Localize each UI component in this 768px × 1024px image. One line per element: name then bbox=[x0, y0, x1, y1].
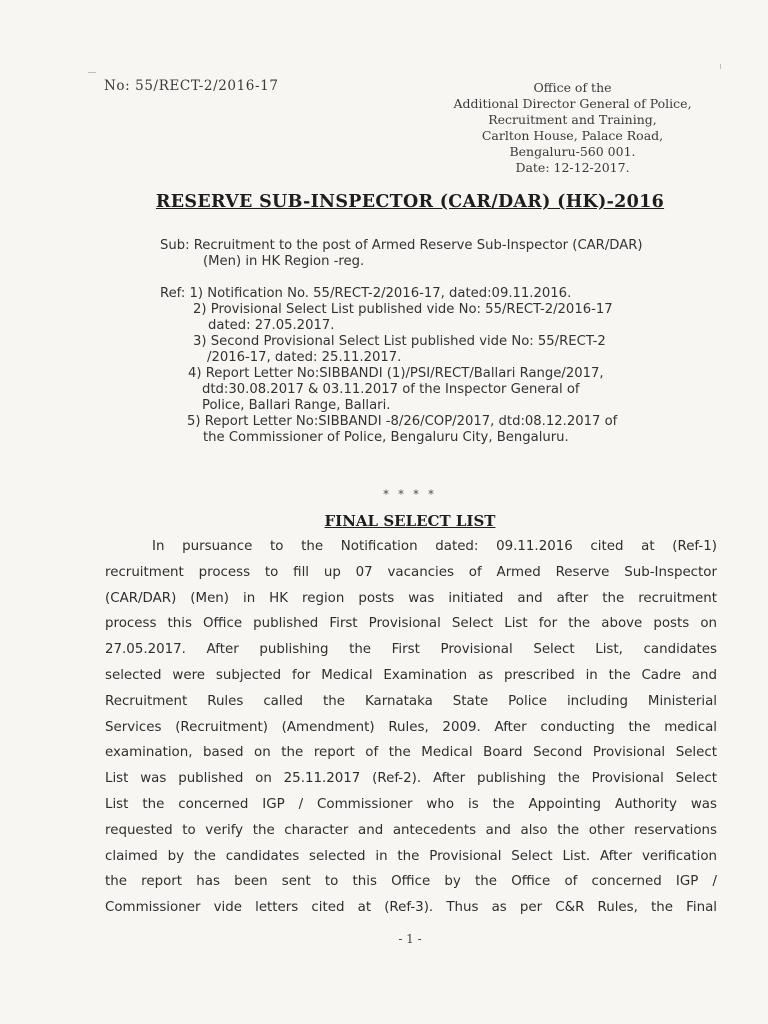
references bbox=[160, 286, 730, 446]
body-line: In pursuance to the Notification dated: 09.11.2016 cited at (Ref-1) bbox=[152, 539, 717, 554]
office-address bbox=[440, 80, 705, 176]
reference-item-cont: Police, Ballari Range, Ballari. bbox=[202, 398, 391, 413]
body-line: Services (Recruitment) (Amendment) Rules, 2009. After conducting the medical bbox=[105, 719, 717, 735]
section-separator: * * * * bbox=[383, 488, 437, 501]
scan-mark bbox=[720, 64, 721, 69]
body-line: process this Office published First Provisional Select List for the above posts on bbox=[105, 616, 717, 632]
office-line: Bengaluru-560 001. bbox=[509, 144, 636, 159]
office-line: Additional Director General of Police, bbox=[453, 96, 692, 111]
reference-item: 2) Provisional Select List published vide No: 55/RECT-2/2016-17 bbox=[193, 302, 613, 317]
body-line: claimed by the candidates selected in the Provisional Select List. After verification bbox=[105, 848, 717, 864]
body-line: the report has been sent to this Office by the Office of concerned IGP / bbox=[105, 874, 717, 890]
subject-line: (Men) in HK Region -reg. bbox=[203, 254, 365, 269]
office-line: Date: 12-12-2017. bbox=[515, 160, 630, 175]
office-line: Carlton House, Palace Road, bbox=[481, 128, 664, 143]
reference-item-cont: /2016-17, dated: 25.11.2017. bbox=[207, 350, 402, 365]
body-line: 27.05.2017. After publishing the First Provisional Select List, candidates bbox=[105, 642, 717, 658]
body-line: recruitment process to fill up 07 vacancies of Armed Reserve Sub-Inspector bbox=[105, 564, 717, 580]
reference-item: 4) Report Letter No:SIBBANDI (1)/PSI/RECT/Ballari Range/2017, bbox=[188, 366, 604, 381]
body-line: List was published on 25.11.2017 (Ref-2). After publishing the Provisional Select bbox=[105, 771, 717, 787]
reference-item-cont: the Commissioner of Police, Bengaluru City, Bengaluru. bbox=[203, 430, 569, 445]
page-number: - 1 - bbox=[398, 932, 422, 946]
body-line: Recruitment Rules called the Karnataka State Police including Ministerial bbox=[105, 693, 717, 709]
reference-item-cont: dtd:30.08.2017 & 03.11.2017 of the Inspector General of bbox=[202, 382, 580, 397]
reference-item-cont: dated: 27.05.2017. bbox=[208, 318, 335, 333]
body-line: (CAR/DAR) (Men) in HK region posts was initiated and after the recruitment bbox=[105, 590, 717, 606]
reference-item: Ref: 1) Notification No. 55/RECT-2/2016-17, dated:09.11.2016. bbox=[160, 286, 572, 301]
section-title: FINAL SELECT LIST bbox=[324, 512, 496, 530]
reference-item: 5) Report Letter No:SIBBANDI -8/26/COP/2017, dtd:08.12.2017 of bbox=[187, 414, 618, 429]
body-line: selected were subjected for Medical Examination as prescribed in the Cadre and bbox=[105, 667, 717, 683]
scan-mark bbox=[88, 72, 96, 73]
office-line: Office of the bbox=[533, 80, 612, 95]
reference-item: 3) Second Provisional Select List published vide No: 55/RECT-2 bbox=[193, 334, 606, 349]
reference-number: No: 55/RECT-2/2016-17 bbox=[104, 78, 279, 94]
body-line: Commissioner vide letters cited at (Ref-3). Thus as per C&R Rules, the Final bbox=[105, 900, 717, 916]
body-paragraph bbox=[105, 534, 717, 921]
office-line: Recruitment and Training, bbox=[488, 112, 657, 127]
document-title: RESERVE SUB-INSPECTOR (CAR/DAR) (HK)-2016 bbox=[155, 192, 665, 212]
subject bbox=[160, 238, 730, 270]
body-line: examination, based on the report of the Medical Board Second Provisional Select bbox=[105, 745, 717, 761]
subject-line: Sub: Recruitment to the post of Armed Reserve Sub-Inspector (CAR/DAR) bbox=[160, 238, 643, 253]
body-line: List the concerned IGP / Commissioner who is the Appointing Authority was bbox=[105, 796, 717, 812]
body-line: requested to verify the character and antecedents and also the other reservations bbox=[105, 822, 717, 838]
